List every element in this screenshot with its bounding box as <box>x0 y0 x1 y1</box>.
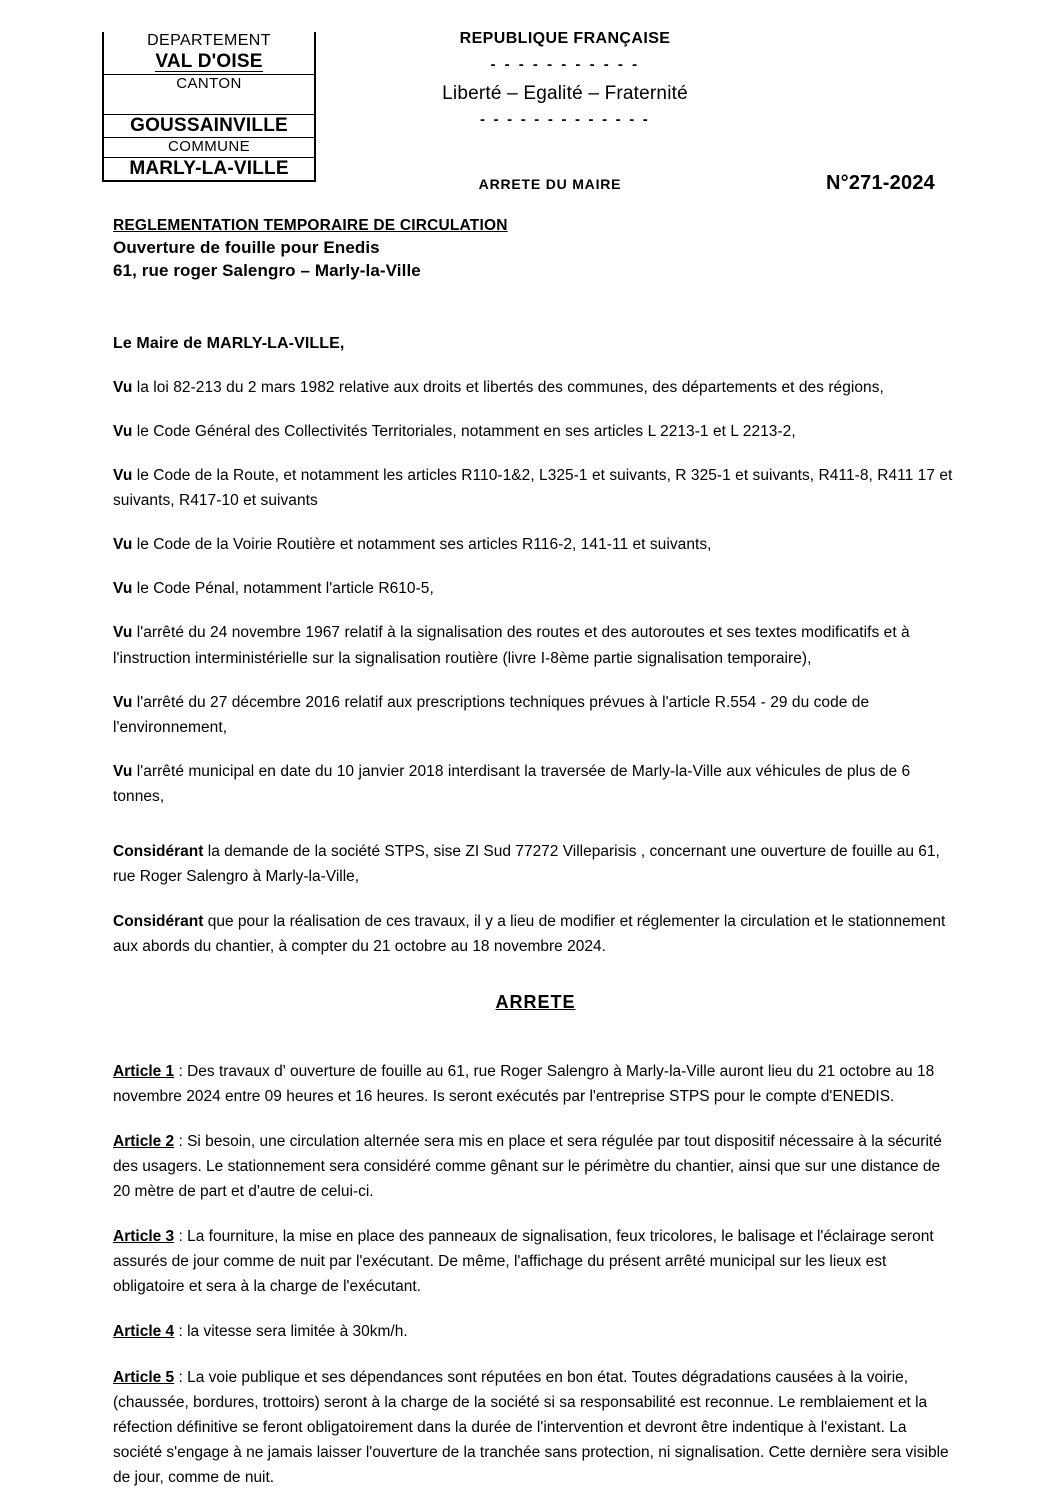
vu-clause <box>113 620 958 670</box>
considerant-clause <box>113 839 958 889</box>
administrative-identity-box <box>102 32 316 182</box>
vu-lead: Vu <box>113 536 133 554</box>
considerant-lead: Considérant <box>113 843 204 861</box>
article-label: Article 4 <box>113 1323 175 1341</box>
vu-clause <box>113 375 958 400</box>
article-item <box>113 1365 958 1491</box>
departement-label: DEPARTEMENT <box>147 32 271 49</box>
canton-value: GOUSSAINVILLE <box>130 115 288 136</box>
admin-row-departement-label <box>104 32 314 51</box>
article-text: : La fourniture, la mise en place des panneaux de signalisation, feux tricolores, le balisage et l'éclairage seront assurés de jour comme de nuit par l'exécutant. De même, l'affichage du présent arrêté municipal sur les lieux est obligatoire et sera à la charge de l'exécutant. <box>113 1228 934 1296</box>
vu-lead: Vu <box>113 762 133 780</box>
republic-motto: Liberté – Egalité – Fraternité <box>442 83 688 104</box>
vu-clause <box>113 419 958 444</box>
considerant-text: la demande de la société STPS, sise ZI Sud 77272 Villeparisis , concernant une ouverture de fouille au 61, rue Roger Salengro à Marly-la-Ville, <box>113 843 940 886</box>
admin-row-canton-label <box>104 75 314 115</box>
vu-text: le Code de la Route, et notamment les articles R110-1&2, L325-1 et suivants, R 325-1 et suivants, R411-8, R411 17 et suivants, R417-10 et suivants <box>113 467 953 510</box>
vu-text: l'arrêté municipal en date du 10 janvier 2018 interdisant la traversée de Marly-la-Ville aux véhicules de plus de 6 tonnes, <box>113 762 911 805</box>
vu-clause <box>113 759 958 809</box>
article-item <box>113 1129 958 1204</box>
vu-lead: Vu <box>113 378 133 396</box>
admin-row-commune-value <box>104 158 314 180</box>
article-item <box>113 1224 958 1299</box>
article-label: Article 1 <box>113 1062 175 1080</box>
vu-clause <box>113 690 958 740</box>
considerant-clause <box>113 909 958 959</box>
vu-lead: Vu <box>113 693 133 711</box>
article-text: : la vitesse sera limitée à 30km/h. <box>174 1323 408 1341</box>
vu-lead: Vu <box>113 422 133 440</box>
subject-title: REGLEMENTATION TEMPORAIRE DE CIRCULATION <box>113 217 508 234</box>
vu-text: l'arrêté du 27 décembre 2016 relatif aux prescriptions techniques prévues à l'article R.554 - 29 du code de l'environnement, <box>113 693 870 736</box>
vu-lead: Vu <box>113 467 133 485</box>
document-number: N°271-2024 <box>826 172 935 194</box>
article-text: : Des travaux d' ouverture de fouille au 61, rue Roger Salengro à Marly-la-Ville auront lieu du 21 octobre au 18 novembre 2024 entre 09 heures et 16 heures. Is seront exécutés par l'entreprise STPS pour le compte d'ENEDIS. <box>113 1062 935 1105</box>
article-item <box>113 1059 958 1109</box>
canton-label: CANTON <box>176 75 242 92</box>
vu-clauses <box>113 375 958 809</box>
document-header <box>0 0 1058 205</box>
commune-value: MARLY-LA-VILLE <box>129 158 289 179</box>
commune-label: COMMUNE <box>168 138 250 155</box>
subject-address: 61, rue roger Salengro – Marly-la-Ville <box>113 260 421 280</box>
vu-clause <box>113 576 958 601</box>
header-separator-2: - - - - - - - - - - - - - <box>480 111 650 128</box>
article-text: : Si besoin, une circulation alternée sera mis en place et sera régulée par tout dispositif nécessaire à la sécurité des usagers. Le stationnement sera considéré comme gênant sur le périmètre du chantier, ainsi que sur une distance de 20 mètre de part et d'autre de celui-ci. <box>113 1132 942 1200</box>
considerant-lead: Considérant <box>113 913 204 931</box>
act-type-label: ARRETE DU MAIRE <box>478 176 622 192</box>
vu-text: le Code Pénal, notamment l'article R610-5, <box>132 580 434 598</box>
header-separator-1: - - - - - - - - - - - <box>490 56 640 73</box>
article-label: Article 2 <box>113 1132 175 1150</box>
admin-row-canton-value <box>104 115 314 138</box>
admin-row-departement-value <box>104 51 314 75</box>
republic-title: REPUBLIQUE FRANÇAISE <box>459 30 671 47</box>
republic-block <box>330 30 800 128</box>
articles-list <box>113 1059 958 1491</box>
article-item <box>113 1319 958 1344</box>
arrete-heading <box>113 992 958 1013</box>
vu-text: la loi 82-213 du 2 mars 1982 relative aux droits et libertés des communes, des départements et des régions, <box>132 378 884 396</box>
article-label: Article 3 <box>113 1228 175 1246</box>
mayor-line: Le Maire de MARLY-LA-VILLE, <box>113 334 345 352</box>
vu-text: le Code de la Voirie Routière et notamment ses articles R116-2, 141-11 et suivants, <box>132 536 712 554</box>
admin-row-commune-label <box>104 138 314 158</box>
vu-clause <box>113 532 958 557</box>
vu-text: le Code Général des Collectivités Territoriales, notamment en ses articles L 2213-1 et L 2213-2, <box>132 422 796 440</box>
article-text: : La voie publique et ses dépendances sont réputées en bon état. Toutes dégradations causées à la voirie, (chaussée, bordures, trottoirs) seront à la charge de la société si sa responsabilité est reconnue. Le remblaiement et la réfection définitive se feront obligatoirement dans la durée de l'intervention et devront être indentique à l'existant. La société s'engage à ne jamais laisser l'ouverture de la tranchée sans protection, ni signalisation. Cette dernière sera visible de jour, comme de nuit. <box>113 1368 949 1486</box>
vu-text: l'arrêté du 24 novembre 1967 relatif à la signalisation des routes et des autoroutes et ses textes modificatifs et à l'instruction interministérielle sur la signalisation routière (livre I-8ème partie signalisation temporaire), <box>113 624 910 667</box>
subject-object: Ouverture de fouille pour Enedis <box>113 237 380 257</box>
arrete-heading-text: ARRETE <box>495 991 576 1012</box>
considerant-clauses <box>113 839 958 959</box>
vu-clause <box>113 463 958 513</box>
vu-lead: Vu <box>113 580 133 598</box>
article-label: Article 5 <box>113 1368 175 1386</box>
considerant-text: que pour la réalisation de ces travaux, il y a lieu de modifier et réglementer la circulation et le stationnement aux abords du chantier, à compter du 21 octobre au 18 novembre 2024. <box>113 913 946 956</box>
vu-lead: Vu <box>113 624 133 642</box>
subject-block <box>113 216 958 283</box>
document-body <box>113 216 958 1497</box>
departement-value: VAL D'OISE <box>155 51 263 72</box>
